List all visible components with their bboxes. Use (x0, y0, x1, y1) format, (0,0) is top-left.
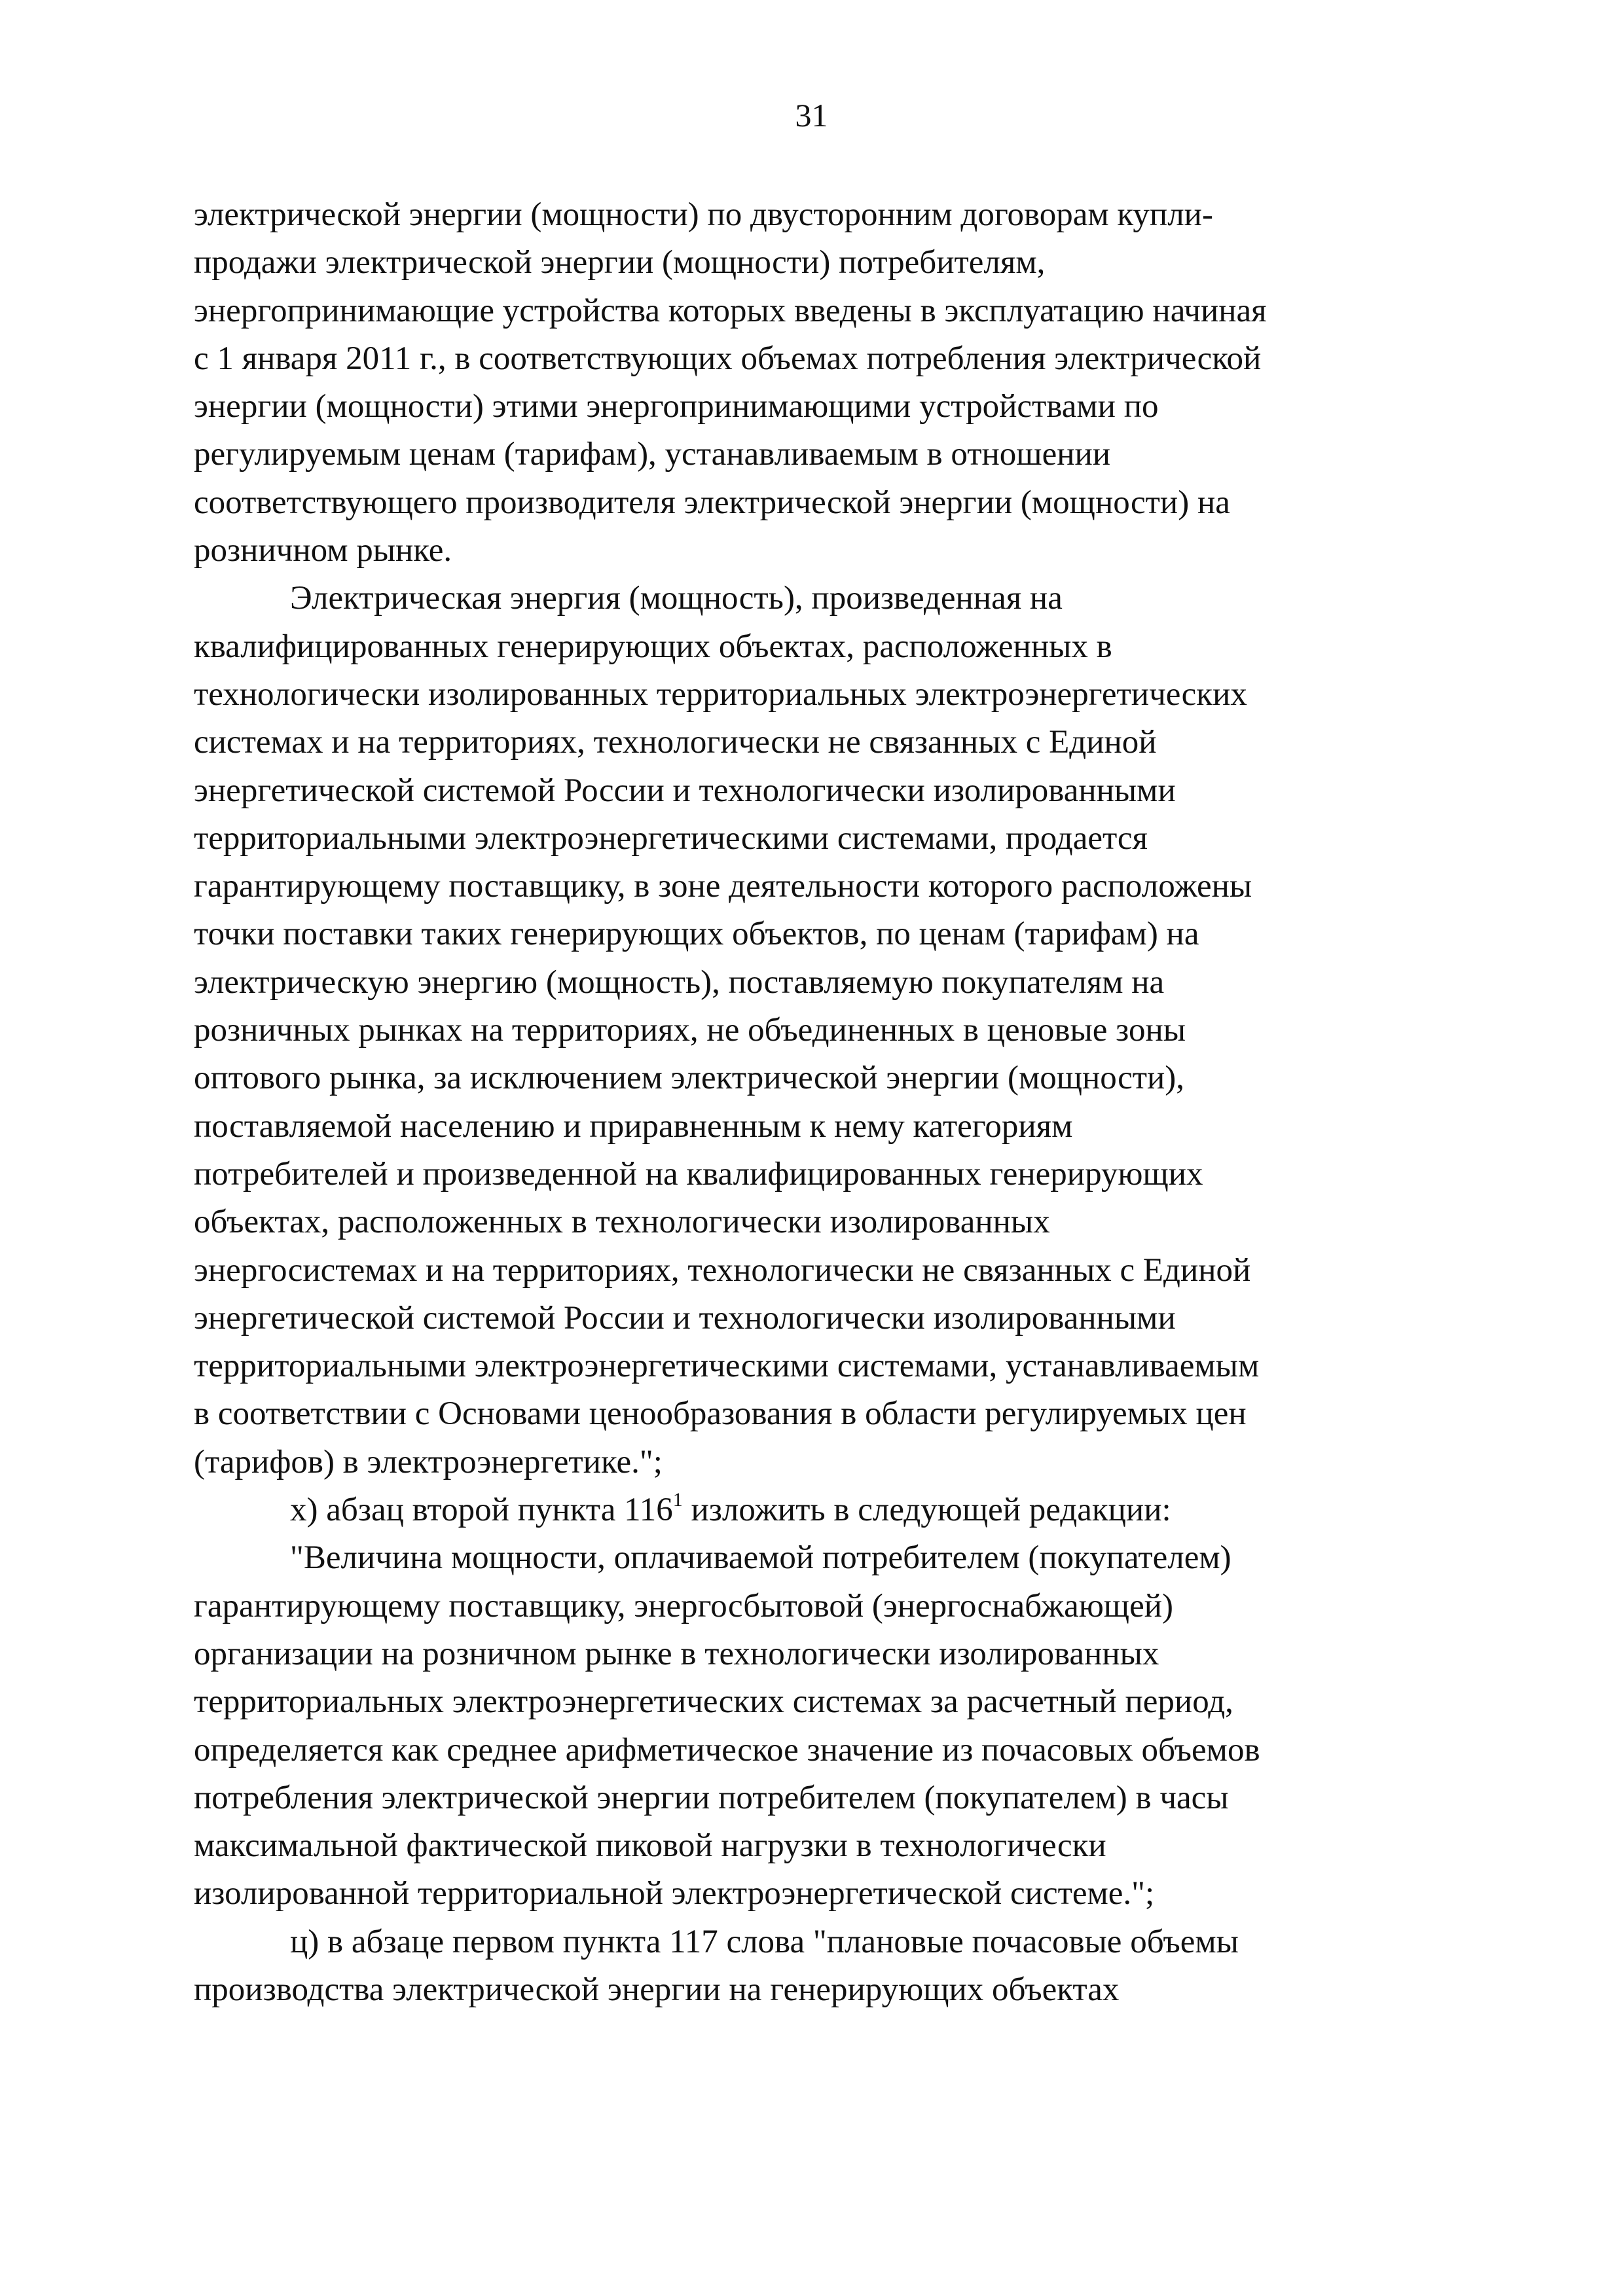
page-number: 31 (795, 97, 828, 134)
text-line: в соответствии с Основами ценообразования в области регулируемых цен (194, 1395, 1247, 1433)
text-line: потребителей и произведенной на квалифицированных генерирующих (194, 1155, 1203, 1193)
text-line: изолированной территориальной электроэнергетической системе."; (194, 1875, 1155, 1912)
text-line: "Величина мощности, оплачиваемой потребителем (покупателем) (290, 1539, 1231, 1577)
text-line: территориальных электроэнергетических системах за расчетный период, (194, 1683, 1233, 1721)
text-line: регулируемым ценам (тарифам), устанавливаемым в отношении (194, 436, 1111, 473)
text-line: территориальными электроэнергетическими системами, устанавливаемым (194, 1348, 1260, 1385)
text-line: энергопринимающие устройства которых введены в эксплуатацию начиная (194, 292, 1267, 329)
text-line: электрической энергии (мощности) по двусторонним договорам купли- (194, 196, 1213, 233)
text-line: электрическую энергию (мощность), поставляемую покупателям на (194, 963, 1165, 1001)
paragraph-item-ts (194, 1918, 1429, 2015)
text-line: ц) в абзаце первом пункта 117 слова "плановые почасовые объемы (290, 1923, 1239, 1960)
text-line: оптового рынка, за исключением электрической энергии (мощности), (194, 1060, 1185, 1097)
text-line: соответствующего производителя электрической энергии (мощности) на (194, 484, 1230, 521)
text-line: производства электрической энергии на генерирующих объектах (194, 1971, 1120, 2008)
text-line: точки поставки таких генерирующих объектов, по ценам (тарифам) на (194, 916, 1199, 953)
text-line: определяется как среднее арифметическое значение из почасовых объемов (194, 1731, 1260, 1768)
text-line: энергии (мощности) этими энергопринимающими устройствами по (194, 388, 1159, 425)
paragraph-item-kh (194, 1486, 1429, 1534)
text-line: энергетической системой России и технологически изолированными (194, 1299, 1176, 1336)
text-line: системах и на территориях, технологически не связанных с Единой (194, 724, 1157, 761)
text-line: Электрическая энергия (мощность), произведенная на (290, 580, 1063, 617)
text-line: розничных рынках на территориях, не объединенных в ценовые зоны (194, 1012, 1186, 1049)
document-body (194, 191, 1429, 2014)
text-line (194, 1486, 1429, 1534)
text-line: энергетической системой России и технологически изолированными (194, 772, 1176, 809)
text-line: энергосистемах и на территориях, технологически не связанных с Единой (194, 1251, 1251, 1289)
text-line: максимальной фактической пиковой нагрузки в технологически (194, 1827, 1106, 1865)
text-line: (тарифов) в электроэнергетике."; (194, 1443, 663, 1480)
text-line: объектах, расположенных в технологически изолированных (194, 1204, 1050, 1241)
text-line: организации на розничном рынке в технологически изолированных (194, 1635, 1159, 1672)
item-kh-prefix: х) абзац второй пункта 116 (290, 1492, 673, 1529)
footnote-superscript: 1 (672, 1489, 683, 1511)
text-line: гарантирующему поставщику, энергосбытовой (энергоснабжающей) (194, 1587, 1173, 1624)
text-line: розничном рынке. (194, 532, 452, 569)
text-line: с 1 января 2011 г., в соответствующих объемах потребления электрической (194, 340, 1262, 377)
paragraph-electric-energy (194, 575, 1429, 1486)
paragraph-continuation (194, 191, 1429, 575)
item-kh-suffix: изложить в следующей редакции: (682, 1492, 1171, 1529)
text-line: поставляемой населению и приравненным к нему категориям (194, 1107, 1073, 1145)
paragraph-capacity (194, 1534, 1429, 1918)
text-line: потребления электрической энергии потребителем (покупателем) в часы (194, 1779, 1229, 1816)
text-line: технологически изолированных территориальных электроэнергетических (194, 675, 1247, 713)
text-line: гарантирующему поставщику, в зоне деятельности которого расположены (194, 868, 1252, 905)
text-line: территориальными электроэнергетическими системами, продается (194, 819, 1148, 857)
text-line: квалифицированных генерирующих объектах, расположенных в (194, 628, 1112, 665)
text-line: продажи электрической энергии (мощности) потребителям, (194, 244, 1046, 281)
